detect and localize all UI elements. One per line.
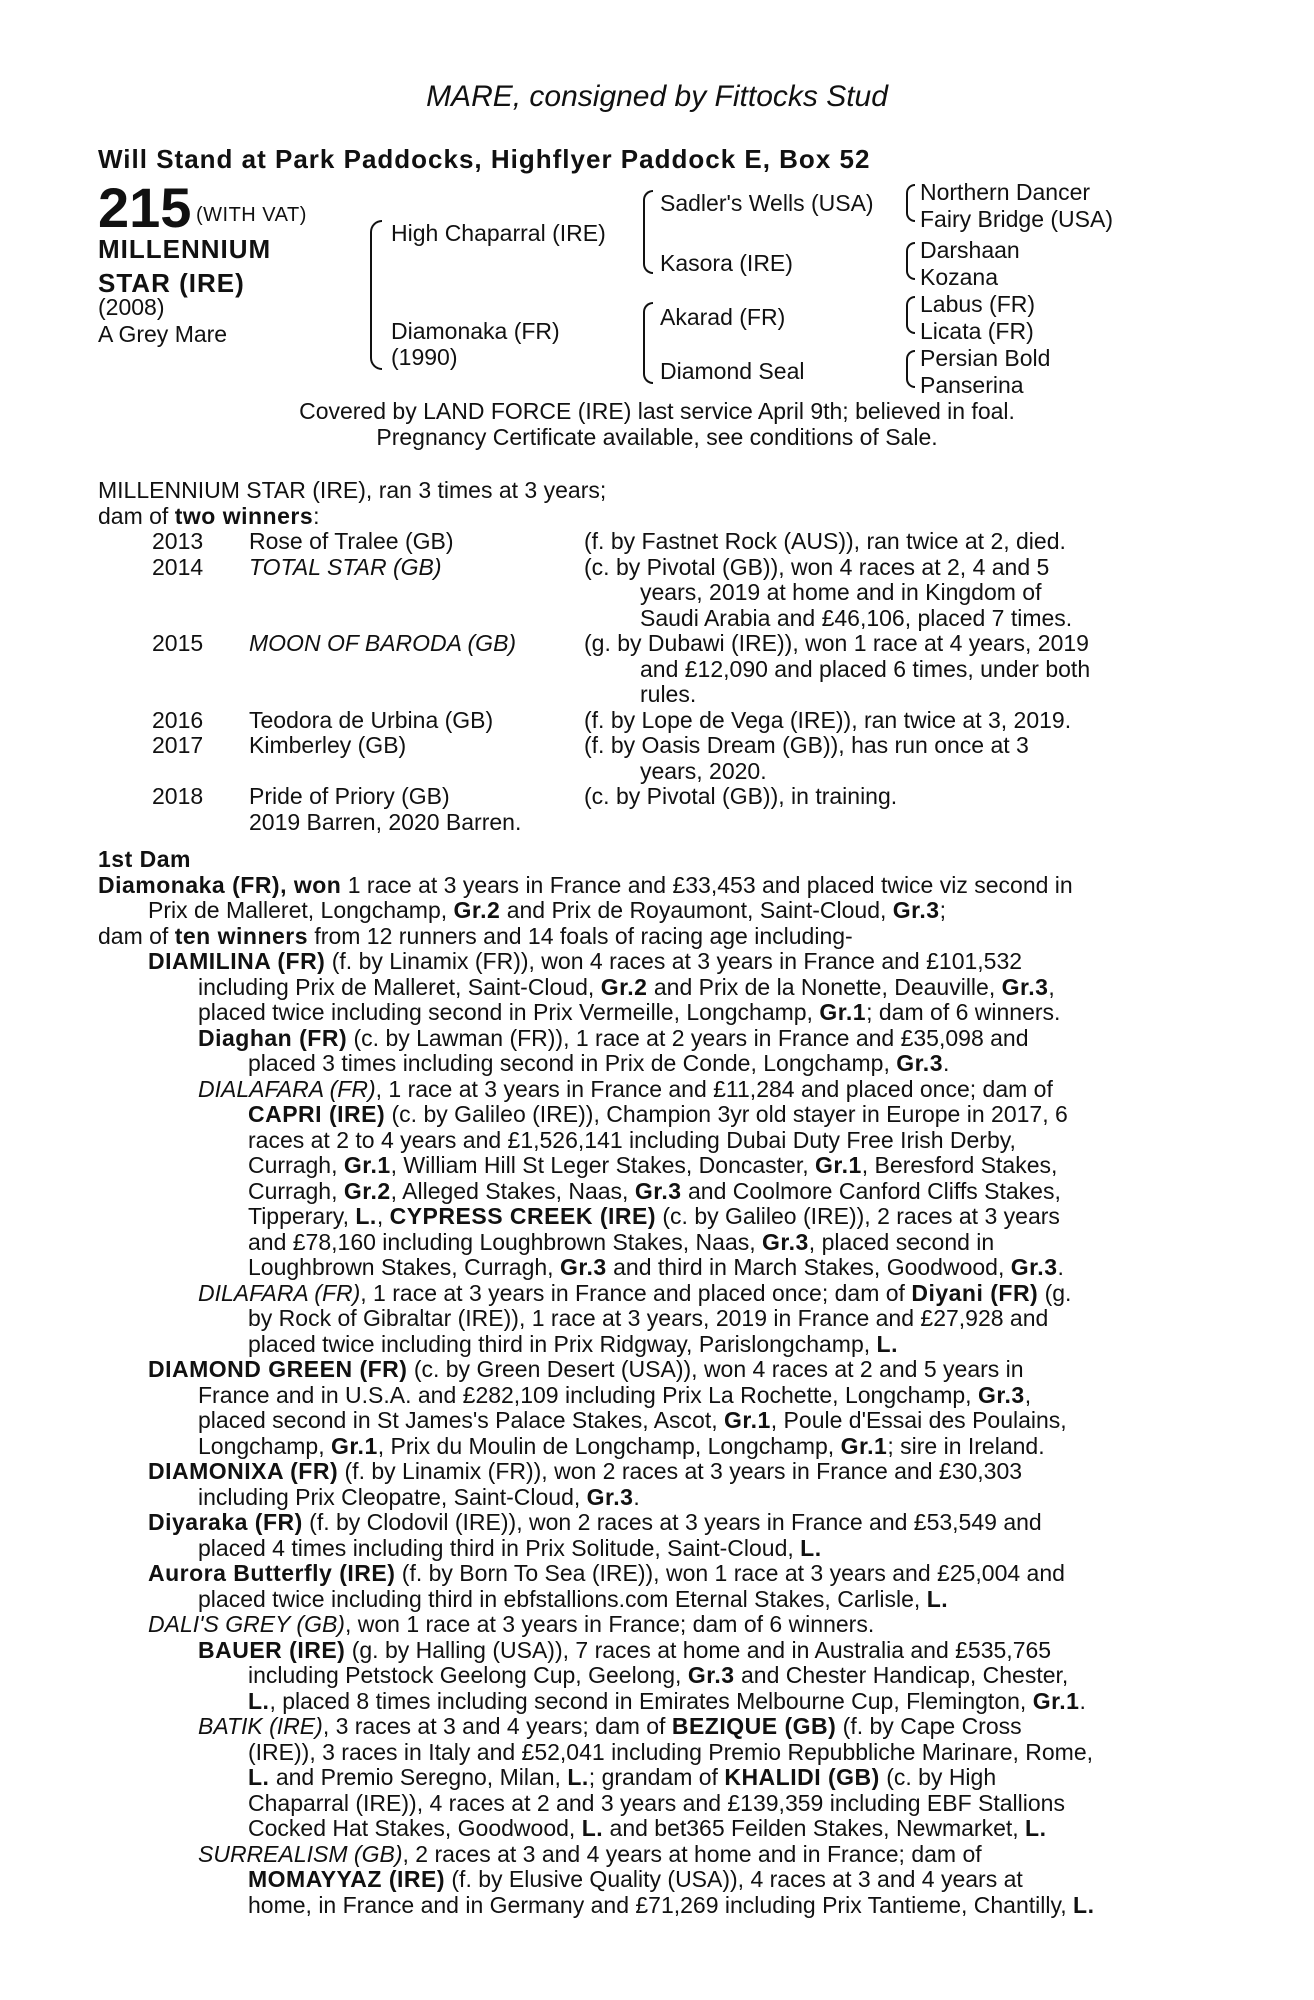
produce-text: and Chester Handicap, Chester, [734, 1662, 1069, 1688]
progeny-row [152, 529, 1144, 555]
dam-text: 1 race at 3 years in France and £33,453 and placed twice viz second in [341, 871, 1073, 898]
produce-entry [98, 1714, 1208, 1740]
lot-number: 215 [98, 176, 192, 239]
grade: L. [355, 1203, 377, 1229]
produce-entry [98, 1281, 1208, 1307]
produce-text: ; dam of 6 winners. [866, 999, 1061, 1025]
progeny-detail-line: (f. by Oasis Dream (GB)), has run once at 3 [584, 732, 1029, 758]
produce-text: races at 2 to 4 years and £1,526,141 including Dubai Duty Free Irish Derby, [248, 1126, 1016, 1153]
produce-text: placed twice including third in ebfstallions.com Eternal Stakes, Carlisle, [198, 1585, 927, 1612]
grade: Gr.1 [819, 999, 867, 1025]
grade: Gr.3 [634, 1177, 682, 1204]
produce-text: Loughbrown Stakes, Curragh, [248, 1254, 560, 1280]
dam-line [98, 873, 1208, 899]
produce-entry [98, 1587, 1208, 1613]
produce-name: DALI'S GREY (GB) [148, 1611, 345, 1637]
produce-entry [98, 1128, 1208, 1154]
progeny-detail-line: and £12,090 and placed 6 times, under both [640, 655, 1091, 682]
produce-text: . [633, 1483, 640, 1510]
produce-text: placed twice including third in Prix Ridgway, Parislongchamp, [248, 1330, 877, 1357]
produce-text: , [1048, 973, 1055, 1000]
produce-entry [98, 1026, 1208, 1052]
progeny-detail [584, 555, 1144, 632]
produce-text: by Rock of Gibraltar (IRE)), 1 race at 3 years, 2019 in France and £27,928 and [248, 1305, 1049, 1331]
produce-text: (IRE)), 3 races in Italy and £52,041 including Premio Repubbliche Marinare, Rome, [248, 1738, 1094, 1765]
produce-text: and Coolmore Canford Cliffs Stakes, [681, 1177, 1061, 1204]
progeny-row [152, 555, 1144, 632]
produce-entry [98, 1816, 1208, 1842]
produce-name: DIAMILINA (FR) [148, 948, 326, 974]
produce-text: Chaparral (IRE)), 4 races at 2 and 3 years and £139,359 including EBF Stallions [248, 1789, 1065, 1816]
grade: Gr.1 [1032, 1687, 1080, 1714]
dam-line [98, 898, 1208, 924]
produce-text: (f. by Linamix (FR)), won 4 races at 3 years in France and £101,532 [325, 948, 1023, 974]
produce-text: and Premio Seregno, Milan, [269, 1764, 568, 1790]
produce-text: (f. by Born To Sea (IRE)), won 1 race at 3 years and £25,004 and [395, 1560, 1065, 1586]
produce-text: , 3 races at 3 and 4 years; dam of [322, 1713, 672, 1739]
pedigree-g4: Kozana [920, 264, 999, 290]
grade: Gr.3 [559, 1254, 607, 1280]
pedigree-g2: Fairy Bridge (USA) [920, 206, 1113, 232]
produce-text: ; grandam of [588, 1764, 725, 1790]
dam-line [98, 924, 1208, 950]
grade: L. [876, 1330, 898, 1357]
produce-entry [98, 1179, 1208, 1205]
grade: L. [1073, 1891, 1095, 1918]
grade: Gr.3 [586, 1483, 634, 1510]
produce-name: CYPRESS CREEK (IRE) [389, 1203, 656, 1229]
dam-of-prefix: dam of [98, 502, 175, 529]
venue-line: Will Stand at Park Paddocks, Highflyer Paddock E, Box 52 [98, 144, 871, 174]
pedigree-g8: Panserina [920, 372, 1024, 398]
produce-text: , Poule d'Essai des Poulains, [770, 1407, 1067, 1433]
pedigree-g7: Persian Bold [920, 345, 1051, 371]
pedigree-g1: Northern Dancer [920, 179, 1091, 205]
dam-name: Diamonaka (FR), won [98, 871, 342, 898]
produce-entry [98, 1077, 1208, 1103]
covered-line1: Covered by LAND FORCE (IRE) last service April 9th; believed in foal. [299, 398, 1015, 424]
produce-entry [98, 1408, 1208, 1434]
produce-entry [98, 1153, 1208, 1179]
progeny-detail-line: (f. by Fastnet Rock (AUS)), ran twice at 2, died. [584, 528, 1066, 554]
produce-text: , placed 8 times including second in Emirates Melbourne Cup, Flemington, [269, 1687, 1033, 1714]
covered-note [0, 398, 1314, 450]
pedigree-g6: Licata (FR) [920, 318, 1034, 344]
produce-entry [98, 1689, 1208, 1715]
progeny-name-line: Pride of Priory (GB) [249, 783, 450, 809]
grade: L. [248, 1764, 270, 1790]
progeny-detail [584, 631, 1144, 708]
produce-entry [98, 1459, 1208, 1485]
horse-info [98, 294, 227, 348]
grade: L. [567, 1764, 589, 1790]
progeny-table [152, 529, 1144, 835]
produce-text: . [1057, 1254, 1064, 1280]
produce-text: placed 4 times including third in Prix Solitude, Saint-Cloud, [198, 1534, 801, 1561]
produce-text: placed twice including second in Prix Vermeille, Longchamp, [198, 999, 820, 1025]
produce-text: (f. by Clodovil (IRE)), won 2 races at 3 years in France and £53,549 and [302, 1509, 1042, 1535]
progeny-detail [584, 733, 1144, 784]
produce-text: (f. by Cape Cross [836, 1713, 1022, 1739]
produce-entry [98, 1893, 1208, 1919]
progeny-detail [584, 784, 1144, 835]
progeny-detail-line: (c. by Pivotal (GB)), won 4 races at 2, 4 and 5 [584, 553, 1050, 580]
produce-text: , Alleged Stakes, Naas, [390, 1177, 635, 1204]
grade: L. [926, 1585, 949, 1612]
horse-name-line2: STAR (IRE) [98, 268, 245, 298]
produce-text: (g. [1038, 1279, 1072, 1306]
produce-text: Tipperary, [248, 1203, 356, 1229]
grade: L. [1025, 1815, 1047, 1841]
dam-text: dam of [98, 922, 175, 949]
produce-entry [98, 1434, 1208, 1460]
produce-text: (c. by Galileo (IRE)), 2 races at 3 years [655, 1203, 1060, 1229]
produce-name: MOMAYYAZ (IRE) [248, 1866, 445, 1892]
progeny-name: TOTAL STAR (GB) [249, 553, 442, 580]
produce-text: . [943, 1050, 950, 1076]
produce-entry [98, 1842, 1208, 1868]
produce-name: Diyani (FR) [911, 1279, 1039, 1306]
produce-text: including Prix Cleopatre, Saint-Cloud, [198, 1483, 587, 1510]
produce-text: Curragh, [248, 1177, 344, 1204]
produce-name: BATIK (IRE) [198, 1713, 323, 1739]
produce-name: DILAFARA (FR) [198, 1279, 361, 1306]
produce-name: BAUER (IRE) [198, 1636, 346, 1663]
produce-name: KHALIDI (GB) [724, 1764, 880, 1790]
grade: Gr.1 [330, 1432, 378, 1459]
produce-entry [98, 975, 1208, 1001]
produce-text: ; sire in Ireland. [887, 1432, 1045, 1459]
produce-text: (f. by Linamix (FR)), won 2 races at 3 years in France and £30,303 [338, 1458, 1023, 1484]
pedigree-sire-sire: Sadler's Wells (USA) [660, 190, 874, 216]
pedigree-g3: Darshaan [920, 237, 1020, 263]
dam-of-suffix: : [313, 502, 320, 529]
covered-line2: Pregnancy Certificate available, see conditions of Sale. [376, 424, 938, 450]
pedigree-sire-dam: Kasora (IRE) [660, 250, 793, 276]
progeny-row [152, 784, 1144, 835]
pedigree-dam: Diamonaka (FR) [391, 318, 560, 344]
produce-entry [98, 1740, 1208, 1766]
produce-text: (c. by Green Desert (USA)), won 4 races at 2 and 5 years in [407, 1356, 1024, 1382]
produce-text: (c. by High [879, 1764, 997, 1790]
produce-entry [98, 949, 1208, 975]
grade: L. [248, 1687, 270, 1714]
produce-name: BEZIQUE (GB) [671, 1713, 837, 1739]
produce-entry [98, 1638, 1208, 1664]
produce-text: placed second in St James's Palace Stakes, Ascot, [198, 1407, 725, 1433]
progeny-year: 2014 [152, 553, 204, 580]
g4-brace [906, 350, 915, 388]
produce-entry [98, 1510, 1208, 1536]
sire-line-brace [643, 190, 653, 274]
grade: Gr.3 [977, 1381, 1025, 1408]
winners-count: two winners [174, 502, 314, 529]
produce-entry [98, 1536, 1208, 1562]
produce-name: Diaghan (FR) [198, 1024, 348, 1051]
grade: Gr.3 [896, 1050, 943, 1076]
progeny-name: MOON OF BARODA (GB) [249, 630, 517, 656]
progeny-detail-line: years, 2020. [640, 757, 767, 784]
mare-record [98, 478, 1208, 529]
produce-text: Longchamp, [198, 1432, 331, 1459]
sire-dam-brace [370, 220, 382, 370]
grade: Gr.1 [343, 1152, 391, 1178]
produce-text: , [376, 1203, 390, 1229]
section-title: 1st Dam [98, 846, 191, 872]
produce-name: DIALAFARA (FR) [198, 1075, 376, 1102]
produce-entry [98, 1612, 1208, 1638]
grade: Gr.3 [1001, 973, 1049, 1000]
produce-entry [98, 1230, 1208, 1256]
produce-name: Diyaraka (FR) [148, 1509, 303, 1535]
progeny-year: 2017 [152, 732, 204, 758]
grade: Gr.3 [892, 897, 940, 923]
produce-text: , 2 races at 3 and 4 years at home and in France; dam of [402, 1840, 982, 1867]
produce-text: , Beresford Stakes, [861, 1152, 1058, 1178]
produce-text: home, in France and in Germany and £71,269 including Prix Tantieme, Chantilly, [248, 1891, 1074, 1918]
pedigree-dam-sire: Akarad (FR) [660, 304, 786, 330]
progeny-name: Kimberley (GB) [249, 732, 407, 758]
produce-entry [98, 1383, 1208, 1409]
produce-entry [98, 1204, 1208, 1230]
record-line: MILLENNIUM STAR (IRE), ran 3 times at 3 years; [98, 477, 607, 503]
g1-brace [906, 184, 915, 222]
produce-entry [98, 1791, 1208, 1817]
produce-text: , 1 race at 3 years in France and placed once; dam of [360, 1279, 912, 1306]
produce-entry [98, 1000, 1208, 1026]
grade: Gr.3 [762, 1228, 809, 1255]
progeny-detail [584, 708, 1144, 734]
grade: Gr.3 [687, 1662, 735, 1688]
g2-brace [906, 242, 915, 280]
produce-text: and third in March Stakes, Goodwood, [606, 1254, 1011, 1280]
grade: Gr.2 [343, 1177, 391, 1204]
produce-text: including Prix de Malleret, Saint-Cloud, [198, 973, 601, 1000]
produce-text: , won 1 race at 3 years in France; dam of 6 winners. [344, 1611, 875, 1637]
dam-text: Prix de Malleret, Longchamp, [148, 897, 454, 923]
progeny-detail [584, 529, 1144, 555]
grade: Gr.2 [600, 973, 648, 1000]
produce-name: Aurora Butterfly (IRE) [148, 1560, 396, 1586]
progeny-year: 2016 [152, 706, 204, 733]
produce-name: SURREALISM (GB) [198, 1840, 403, 1867]
progeny-row [152, 631, 1144, 708]
produce-name: DIAMOND GREEN (FR) [148, 1356, 408, 1382]
produce-entry [98, 1561, 1208, 1587]
pedigree-dam-dam: Diamond Seal [660, 358, 805, 384]
grade: Gr.3 [1010, 1254, 1058, 1280]
produce-text: (f. by Elusive Quality (USA)), 4 races at 3 and 4 years at [445, 1866, 1023, 1892]
progeny-year: 2018 [152, 783, 204, 809]
horse-description: A Grey Mare [98, 321, 228, 347]
produce-text: and bet365 Feilden Stakes, Newmarket, [603, 1815, 1026, 1841]
progeny-year: 2015 [152, 630, 204, 656]
grade: Gr.1 [815, 1152, 862, 1178]
winners-count: ten winners [174, 922, 309, 949]
dam-line-brace [643, 302, 653, 384]
produce-text: (c. by Lawman (FR)), 1 race at 2 years in France and £35,098 and [347, 1024, 1029, 1051]
dam-text: from 12 runners and 14 foals of racing age including- [308, 922, 853, 949]
vat-note: (WITH VAT) [196, 204, 307, 226]
progeny-detail-line: years, 2019 at home and in Kingdom of [640, 579, 1042, 605]
grade: Gr.1 [840, 1432, 888, 1459]
progeny-detail-line: (c. by Pivotal (GB)), in training. [584, 783, 898, 809]
horse-name-line1: MILLENNIUM [98, 234, 272, 264]
produce-text: , [1024, 1381, 1032, 1408]
progeny-row [152, 733, 1144, 784]
produce-text: and Prix de la Nonette, Deauville, [647, 973, 1002, 1000]
produce-entry [98, 1306, 1208, 1332]
dam-of-line [98, 504, 1208, 530]
progeny-barren-note: 2019 Barren, 2020 Barren. [249, 808, 522, 835]
produce-text: (g. by Halling (USA)), 7 races at home and in Australia and £535,765 [345, 1636, 1052, 1663]
produce-text: placed 3 times including second in Prix de Conde, Longchamp, [248, 1050, 897, 1076]
grade: L. [581, 1815, 604, 1841]
horse-name [98, 232, 271, 300]
g3-brace [906, 296, 915, 334]
produce-entry [98, 1255, 1208, 1281]
dam-text: and Prix de Royaumont, Saint-Cloud, [500, 897, 893, 923]
produce-text: , William Hill St Leger Stakes, Doncaster, [390, 1152, 816, 1178]
produce-name: CAPRI (IRE) [248, 1101, 386, 1127]
consignor-heading: MARE, consigned by Fittocks Stud [426, 80, 888, 113]
produce-text: and £78,160 including Loughbrown Stakes, Naas, [248, 1228, 763, 1255]
pedigree-g5: Labus (FR) [920, 291, 1036, 317]
progeny-name: Teodora de Urbina (GB) [249, 706, 494, 733]
produce-entry [98, 1332, 1208, 1358]
produce-text: Curragh, [248, 1152, 344, 1178]
produce-text: . [1079, 1687, 1086, 1714]
produce-text: , placed second in [808, 1228, 995, 1255]
pedigree-dam-year: (1990) [391, 344, 458, 370]
dam-text: ; [939, 897, 946, 923]
produce-entry [98, 1051, 1208, 1077]
produce-entry [98, 1485, 1208, 1511]
produce-text: France and in U.S.A. and £282,109 including Prix La Rochette, Longchamp, [198, 1381, 978, 1408]
produce-entry [98, 1357, 1208, 1383]
produce-entry [98, 1867, 1208, 1893]
progeny-detail-line: (g. by Dubawi (IRE)), won 1 race at 4 years, 2019 [584, 630, 1089, 656]
foaling-year: (2008) [98, 294, 165, 320]
progeny-name [249, 784, 584, 835]
produce-text: , 1 race at 3 years in France and £11,284 and placed once; dam of [375, 1075, 1053, 1102]
produce-text: , Prix du Moulin de Longchamp, Longchamp, [377, 1432, 841, 1459]
produce-entry [98, 1663, 1208, 1689]
progeny-name: Rose of Tralee (GB) [249, 528, 454, 554]
produce-entry [98, 1765, 1208, 1791]
grade: Gr.2 [453, 897, 501, 923]
progeny-row [152, 708, 1144, 734]
produce-text: Cocked Hat Stakes, Goodwood, [248, 1815, 582, 1841]
produce-text: including Petstock Geelong Cup, Geelong, [248, 1662, 688, 1688]
grade: L. [800, 1534, 822, 1561]
progeny-detail-line: (f. by Lope de Vega (IRE)), ran twice at 3, 2019. [584, 706, 1072, 733]
produce-text: (c. by Galileo (IRE)), Champion 3yr old stayer in Europe in 2017, 6 [385, 1101, 1068, 1127]
first-dam-section [98, 847, 1208, 1918]
grade: Gr.1 [724, 1407, 771, 1433]
produce-name: DIAMONIXA (FR) [148, 1458, 339, 1484]
produce-entry [98, 1102, 1208, 1128]
pedigree-sire: High Chaparral (IRE) [391, 220, 606, 246]
progeny-year: 2013 [152, 528, 204, 554]
progeny-detail-line: rules. [640, 681, 697, 707]
progeny-detail-line: Saudi Arabia and £46,106, placed 7 times. [640, 604, 1073, 631]
